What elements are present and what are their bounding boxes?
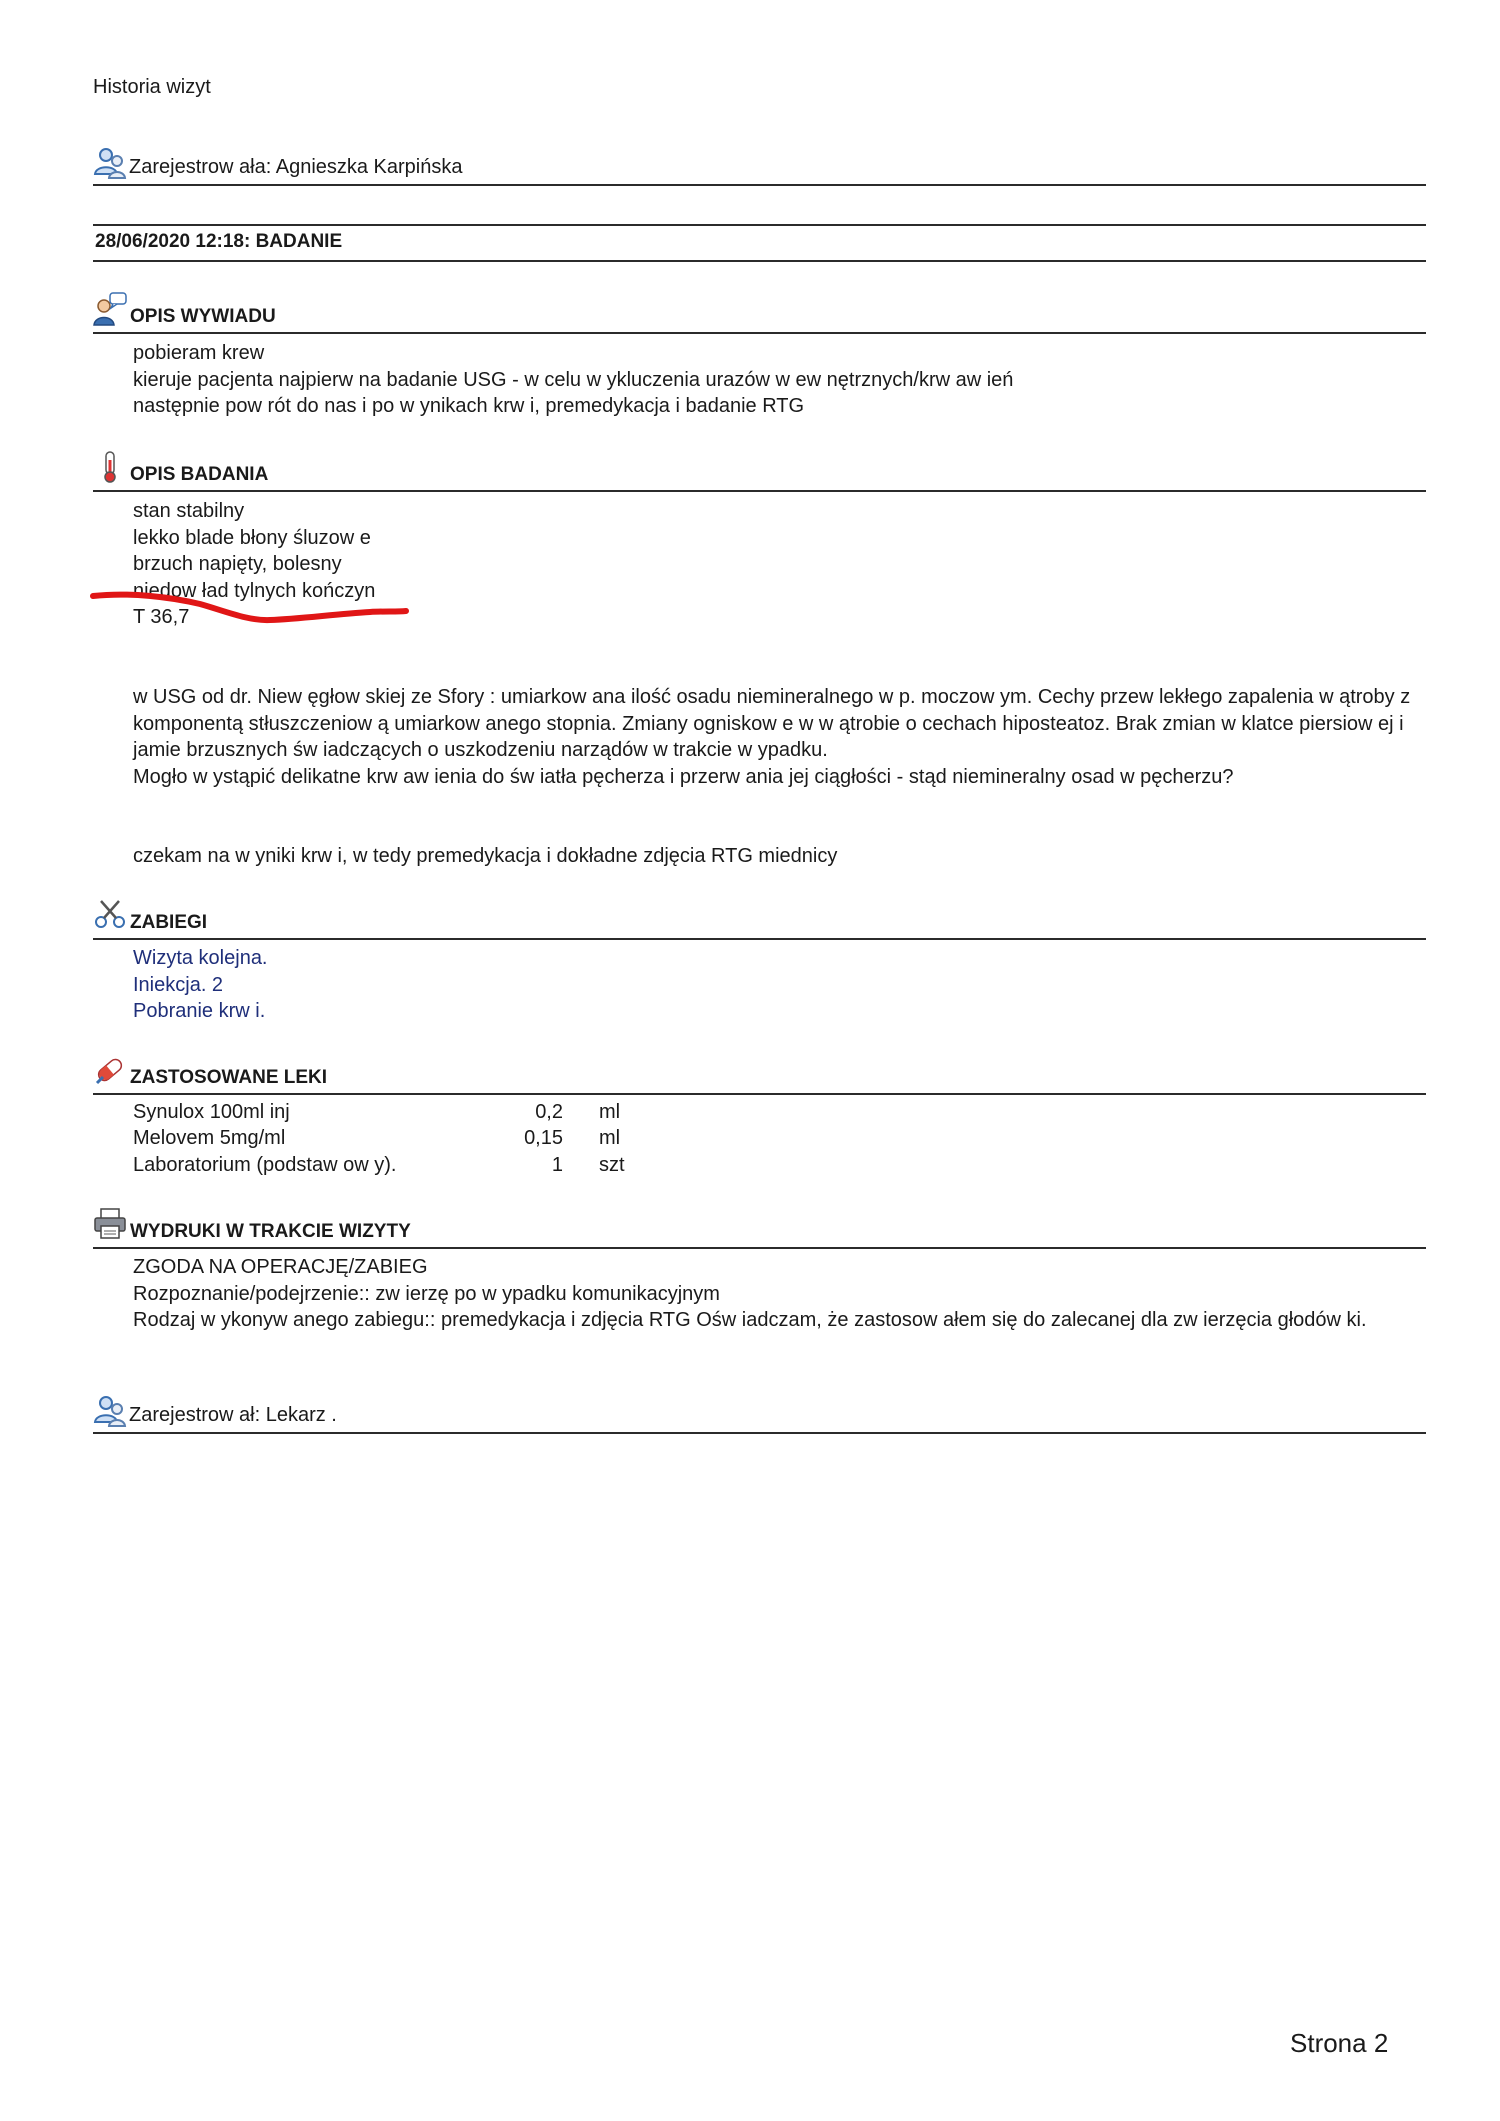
waiting-note bbox=[133, 843, 837, 870]
section-procedures-title: ZABIEGI bbox=[130, 912, 208, 933]
section-interview-title: OPIS WYWIADU bbox=[130, 306, 276, 327]
waiting-line: czekam na w yniki krw i, w tedy premedykacja i dokładne zdjęcia RTG miednicy bbox=[133, 845, 838, 867]
medications-table bbox=[133, 1099, 679, 1179]
visit-header-text: 28/06/2020 12:18: BADANIE bbox=[95, 231, 343, 252]
section-examination-header bbox=[93, 450, 1426, 492]
page-number: Strona 2 bbox=[1290, 2028, 1389, 2058]
medication-unit: ml bbox=[599, 1127, 621, 1150]
procedure-item: Wizyta kolejna. bbox=[133, 947, 268, 969]
usg-findings: w USG od dr. Niew ęgłow skiej ze Sfory : umiarkow ana ilość osadu niemineralnego w p. moczow ym. Cechy przew lekłego zapalenia w ątroby z komponentą stłuszczeniow ą umiarkow anego stopnia. Zmiany ogniskow e w w ątrobie o cechach hiposteatoz. Brak zmian w klatce piersiow ej i jamie brzusznych św iadczących o uszkodzeniu narządów w trakcie w ypadku. bbox=[133, 686, 1411, 762]
medication-name: Synulox 100ml inj bbox=[133, 1100, 290, 1123]
medication-name: Laboratorium (podstaw ow y). bbox=[133, 1153, 397, 1176]
medication-qty: 1 bbox=[551, 1153, 563, 1176]
examination-line: stan stabilny bbox=[133, 500, 245, 522]
section-procedures-header bbox=[93, 898, 1426, 940]
medication-qty: 0,2 bbox=[535, 1100, 563, 1123]
printout-line: ZGODA NA OPERACJĘ/ZABIEG bbox=[133, 1256, 428, 1278]
interview-line: kieruje pacjenta najpierw na badanie USG - w celu w ykluczenia urazów w ew nętrznych/krw aw ień bbox=[133, 368, 1014, 391]
registered-by-top bbox=[93, 146, 1426, 186]
examination-line: lekko blade błony śluzow e bbox=[133, 526, 371, 549]
section-medications-header bbox=[93, 1053, 1426, 1095]
user-speech-icon bbox=[93, 292, 127, 326]
examination-line: brzuch napięty, bolesny bbox=[133, 553, 342, 576]
usg-paragraph bbox=[133, 684, 1433, 790]
section-printouts-title: WYDRUKI W TRAKCIE WIZYTY bbox=[130, 1221, 411, 1242]
medication-qty: 0,15 bbox=[524, 1127, 563, 1150]
bleeding-note: Mogło w ystąpić delikatne krw aw ienia do św iatła pęcherza i przerw ania jej ciągłości - stąd niemineralny osad w pęcherzu? bbox=[133, 765, 1234, 788]
medication-row bbox=[133, 1126, 679, 1153]
procedures-list bbox=[133, 945, 268, 1025]
printer-icon bbox=[93, 1207, 127, 1241]
examination-line: T 36,7 bbox=[133, 606, 190, 629]
procedure-item: Pobranie krw i. bbox=[133, 1000, 266, 1023]
section-interview-header bbox=[93, 292, 1426, 334]
thermometer-icon bbox=[93, 450, 127, 484]
medication-unit: ml bbox=[599, 1100, 621, 1123]
user-group-icon bbox=[93, 1394, 127, 1428]
pill-icon bbox=[93, 1053, 127, 1087]
examination-line: niedow ład tylnych kończyn bbox=[133, 579, 376, 602]
medication-row bbox=[133, 1152, 679, 1179]
procedure-item: Iniekcja. 2 bbox=[133, 973, 224, 996]
medication-name: Melovem 5mg/ml bbox=[133, 1127, 286, 1150]
section-medications-title: ZASTOSOWANE LEKI bbox=[130, 1067, 328, 1088]
page-title: Historia wizyt bbox=[93, 76, 211, 98]
registered-by-bottom bbox=[93, 1394, 1426, 1434]
printouts-text bbox=[133, 1254, 1367, 1334]
user-group-icon bbox=[93, 146, 127, 180]
medication-row bbox=[133, 1099, 679, 1126]
interview-text bbox=[133, 340, 1013, 420]
printout-line: Rozpoznanie/podejrzenie:: zw ierzę po w ypadku komunikacyjnym bbox=[133, 1282, 720, 1305]
section-printouts-header bbox=[93, 1207, 1426, 1249]
medication-unit: szt bbox=[599, 1153, 625, 1176]
visit-header bbox=[93, 224, 1426, 262]
interview-line: następnie pow rót do nas i po w ynikach krw i, premedykacja i badanie RTG bbox=[133, 395, 805, 418]
scissors-icon bbox=[93, 898, 127, 932]
examination-text bbox=[133, 498, 375, 631]
registered-by-text: Zarejestrow ał: Lekarz . bbox=[129, 1404, 337, 1426]
interview-line: pobieram krew bbox=[133, 342, 265, 364]
section-examination-title: OPIS BADANIA bbox=[130, 464, 269, 485]
registered-by-text: Zarejestrow ała: Agnieszka Karpińska bbox=[129, 156, 463, 178]
printout-line: Rodzaj w ykonyw anego zabiegu:: premedykacja i zdjęcia RTG Ośw iadczam, że zastosow ałem się do zalecanej dla zw ierzęcia głodów ki. bbox=[133, 1309, 1367, 1332]
